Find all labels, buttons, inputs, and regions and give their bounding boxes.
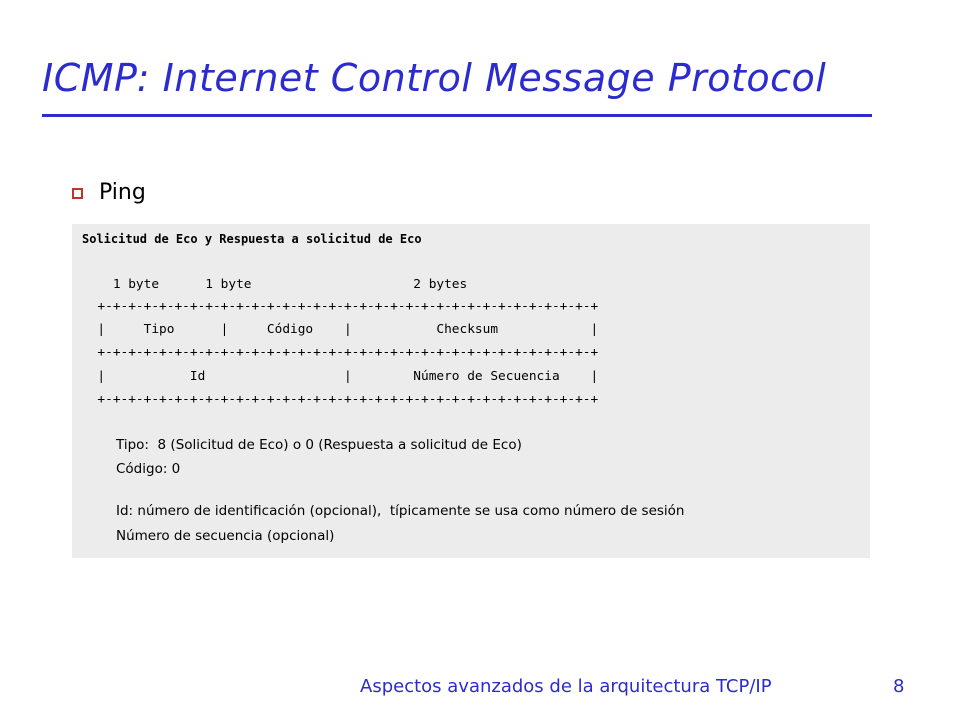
packet-row-id-secuencia: | Id | Número de Secuencia | — [82, 369, 599, 384]
desc-secuencia: Número de secuencia (opcional) — [116, 528, 335, 544]
packet-rule-top: +-+-+-+-+-+-+-+-+-+-+-+-+-+-+-+-+-+-+-+-+-+-+-+-+-+-+-+-+-+-+-+-+ — [82, 299, 599, 314]
packet-rule-bottom: +-+-+-+-+-+-+-+-+-+-+-+-+-+-+-+-+-+-+-+-+-+-+-+-+-+-+-+-+-+-+-+-+ — [82, 392, 599, 407]
desc-tipo: Tipo: 8 (Solicitud de Eco) o 0 (Respuesta a solicitud de Eco) — [116, 437, 522, 453]
slide-title: ICMP: Internet Control Message Protocol — [42, 56, 827, 100]
packet-rule-middle: +-+-+-+-+-+-+-+-+-+-+-+-+-+-+-+-+-+-+-+-+-+-+-+-+-+-+-+-+-+-+-+-+ — [82, 345, 599, 360]
packet-row-tipo-codigo-checksum: | Tipo | Código | Checksum | — [82, 322, 599, 337]
bullet-text: Ping — [99, 180, 146, 205]
field-size-header: 1 byte 1 byte 2 bytes — [82, 277, 468, 292]
footer-caption: Aspectos avanzados de la arquitectura TCP/IP — [360, 676, 772, 697]
square-bullet-icon — [72, 188, 83, 199]
desc-codigo: Código: 0 — [116, 461, 181, 477]
page-number: 8 — [893, 676, 905, 697]
bullet-item — [72, 180, 146, 205]
title-underline — [42, 114, 872, 117]
panel-heading: Solicitud de Eco y Respuesta a solicitud de Eco — [82, 232, 422, 246]
desc-id: Id: número de identificación (opcional), típicamente se usa como número de sesión — [116, 503, 685, 519]
